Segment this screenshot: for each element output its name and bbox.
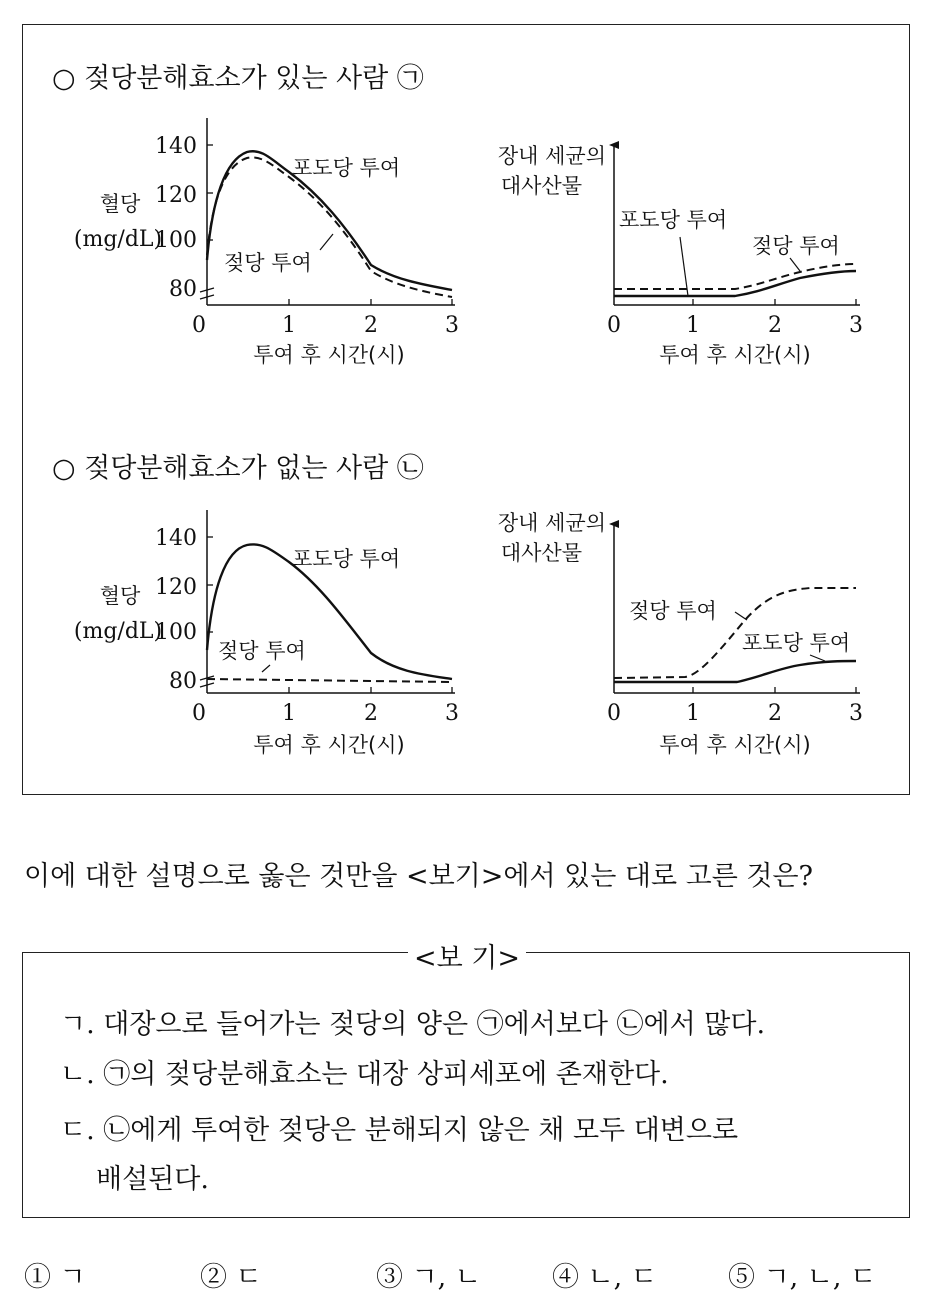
leader-line [320,234,333,250]
leader-line [810,655,825,661]
y-axis-label-1: 장내 세균의 [497,511,606,535]
choice-2[interactable]: ② ㄷ [200,1262,262,1293]
choice-4[interactable]: ④ ㄴ, ㄷ [552,1262,657,1293]
legend-lactose: 젖당 투여 [218,639,306,663]
x-tick-2: 2 [768,313,782,338]
y-axis-label-2: (mg/dL) [73,227,163,252]
chart-glucose-b [74,510,459,757]
x-tick-0: 0 [192,313,206,338]
x-axis-label: 투여 후 시간(시) [253,343,405,367]
x-tick-0: 0 [607,701,621,726]
y-tick-80: 80 [169,669,197,694]
leader-line [790,258,800,271]
series-lactose-line [614,264,856,289]
leader-line [680,237,688,296]
legend-glucose: 포도당 투여 [619,208,728,232]
y-axis-label-2: 대사산물 [500,541,582,565]
chart-metabolite-b [498,511,863,757]
legend-glucose: 포도당 투여 [742,631,851,655]
x-tick-3: 3 [849,313,863,338]
choice-3[interactable]: ③ ㄱ, ㄴ [376,1262,481,1293]
x-tick-3: 3 [445,701,459,726]
x-tick-0: 0 [607,313,621,338]
x-axis-label: 투여 후 시간(시) [659,733,811,757]
choice-5[interactable]: ⑤ ㄱ, ㄴ, ㄷ [728,1262,877,1293]
statement-a: ㄱ. 대장으로 들어가는 젖당의 양은 ㉠에서보다 ㉡에서 많다. [60,1009,766,1040]
series-glucose-line [614,661,856,682]
chart-metabolite-a [498,144,863,367]
section-title-b: ○ 젖당분해효소가 없는 사람 ㉡ [52,453,424,484]
x-tick-3: 3 [849,701,863,726]
legend-lactose: 젖당 투여 [752,234,840,258]
y-tick-120: 120 [155,183,197,208]
statement-b: ㄴ. ㉠의 젖당분해효소는 대장 상피세포에 존재한다. [60,1059,669,1090]
x-tick-3: 3 [445,313,459,338]
question-text: 이에 대한 설명으로 옳은 것만을 <보기>에서 있는 대로 고른 것은? [24,861,814,892]
section-title-a: ○ 젖당분해효소가 있는 사람 ㉠ [52,63,424,94]
x-tick-1: 1 [686,313,700,338]
bogi-title [0,936,934,975]
y-axis-label-2: (mg/dL) [73,619,163,644]
legend-lactose: 젖당 투여 [629,599,717,623]
y-axis-label-2: 대사산물 [500,174,582,198]
x-tick-2: 2 [364,701,378,726]
legend-glucose: 포도당 투여 [292,547,401,571]
y-axis-label-1: 혈당 [99,192,141,216]
y-axis-label-1: 혈당 [99,584,141,608]
x-tick-2: 2 [364,313,378,338]
y-tick-80: 80 [169,277,197,302]
series-glucose-line [614,271,856,296]
x-tick-0: 0 [192,701,206,726]
x-tick-1: 1 [282,701,296,726]
chart-glucose-a [74,118,459,367]
legend-glucose: 포도당 투여 [292,156,401,180]
y-tick-120: 120 [155,575,197,600]
y-tick-140: 140 [155,526,197,551]
bogi-title-text: <보 기> [408,943,526,974]
x-tick-1: 1 [282,313,296,338]
statement-c-continued: 배설된다. [96,1164,209,1195]
choice-1[interactable]: ① ㄱ [24,1262,86,1293]
y-tick-100: 100 [155,620,197,645]
x-tick-2: 2 [768,701,782,726]
legend-lactose: 젖당 투여 [224,251,312,275]
series-lactose-line [207,679,452,682]
x-axis-label: 투여 후 시간(시) [659,343,811,367]
y-tick-100: 100 [155,228,197,253]
statement-c: ㄷ. ㉡에게 투여한 젖당은 분해되지 않은 채 모두 대변으로 [60,1115,739,1146]
leader-line [262,665,270,672]
y-tick-140: 140 [155,134,197,159]
x-axis-label: 투여 후 시간(시) [253,733,405,757]
x-tick-1: 1 [686,701,700,726]
y-axis-label-1: 장내 세균의 [497,144,606,168]
leader-line [735,612,747,620]
